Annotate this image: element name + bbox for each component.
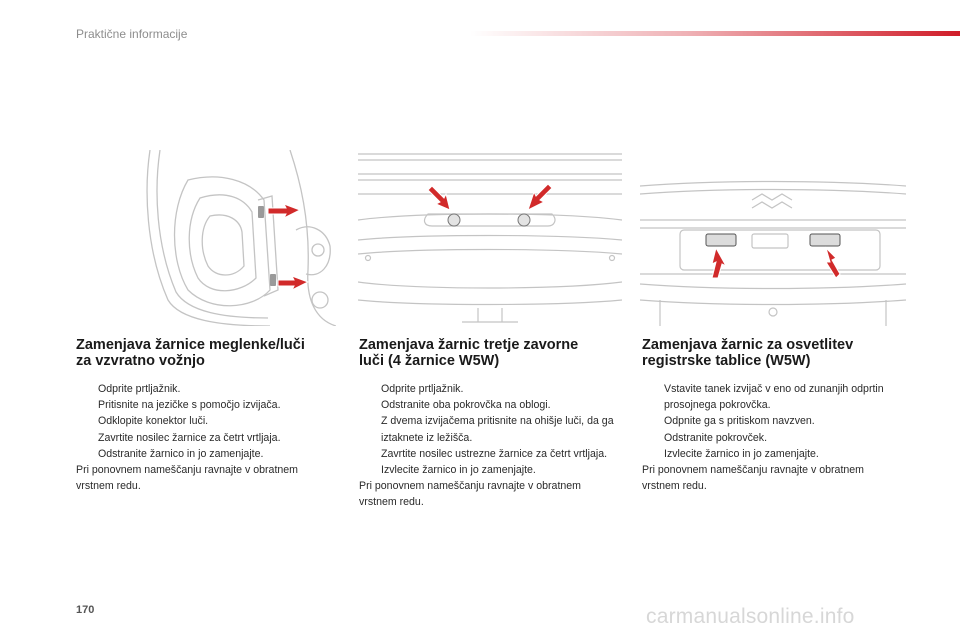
list-item: Izvlecite žarnico in jo zamenjajte.	[664, 447, 819, 460]
page-number: 170	[76, 604, 95, 616]
red-arrow-icon	[428, 186, 450, 210]
section-heading: Zamenjava žarnic za osvetlitev registrske tablice (W5W)	[642, 337, 854, 369]
list-item: Odstranite oba pokrovčka na oblogi.	[381, 399, 551, 412]
header-accent-bar	[470, 31, 960, 36]
step-list	[359, 381, 621, 478]
list-item: Odstranite žarnico in jo zamenjajte.	[98, 447, 264, 460]
list-item: Odklopite konektor luči.	[98, 415, 209, 428]
list-item: Z dvema izvijačema pritisnite na ohišje luči, da ga iztaknete iz ležišča.	[381, 415, 614, 444]
section-number-plate-lamps	[642, 337, 904, 494]
red-arrow-icon	[278, 276, 308, 290]
list-item: Vstavite tanek izvijač v eno od zunanjih odprtin prosojnega pokrovčka.	[664, 383, 884, 412]
section-fog-lamp	[76, 337, 338, 494]
step-list	[642, 381, 904, 462]
section-heading: Zamenjava žarnice meglenke/luči za vzvratno vožnjo	[76, 337, 305, 369]
list-item: Odprite prtljažnik.	[381, 383, 464, 395]
reassembly-note: Pri ponovnem nameščanju ravnajte v obratnem vrstnem redu.	[76, 464, 298, 493]
section-third-brake-light	[359, 337, 621, 511]
list-item: Zavrtite nosilec žarnice za četrt vrtljaja.	[98, 431, 281, 444]
list-item: Izvlecite žarnico in jo zamenjajte.	[381, 464, 536, 477]
red-arrow-icon	[528, 184, 552, 210]
step-list	[76, 381, 338, 462]
illustration-fog-lamp	[140, 150, 336, 326]
reassembly-note: Pri ponovnem nameščanju ravnajte v obratnem vrstnem redu.	[642, 464, 864, 493]
reassembly-note: Pri ponovnem nameščanju ravnajte v obratnem vrstnem redu.	[359, 480, 581, 509]
illustration-number-plate-lamps	[640, 150, 906, 326]
section-heading: Zamenjava žarnic tretje zavorne luči (4 žarnice W5W)	[359, 337, 579, 369]
third-brake-light-drawing	[358, 150, 622, 326]
list-item: Zavrtite nosilec ustrezne žarnice za četrt vrtljaja.	[381, 447, 608, 460]
list-item: Odprite prtljažnik.	[98, 383, 181, 395]
list-item: Odstranite pokrovček.	[664, 431, 768, 444]
watermark: carmanualsonline.info	[646, 605, 855, 628]
fog-lamp-drawing	[140, 150, 336, 326]
number-plate-lamps-drawing	[640, 150, 906, 326]
section-title: Praktične informacije	[76, 27, 188, 41]
list-item: Pritisnite na jezičke s pomočjo izvijača.	[98, 399, 281, 412]
list-item: Odpnite ga s pritiskom navzven.	[664, 415, 815, 428]
illustration-third-brake-light	[358, 150, 622, 326]
